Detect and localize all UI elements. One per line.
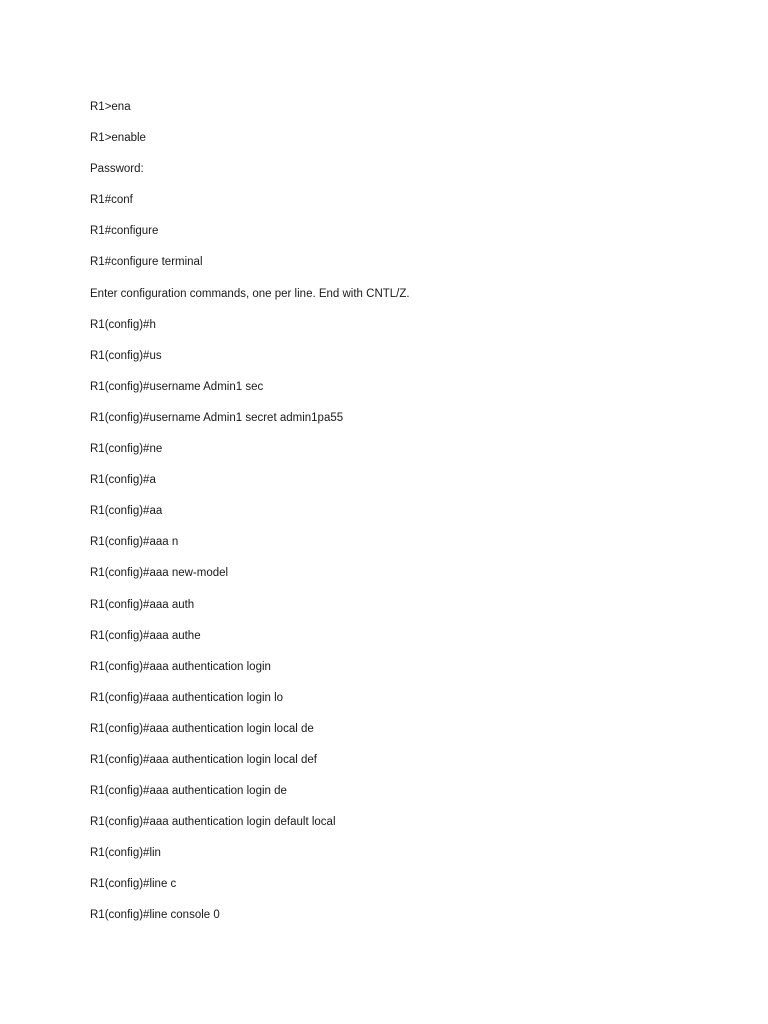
transcript-line: R1>enable bbox=[90, 132, 146, 145]
transcript-line: R1(config)#aaa authe bbox=[90, 629, 201, 642]
transcript-line: R1(config)#aaa authentication login bbox=[90, 660, 271, 673]
transcript-line: R1(config)#ne bbox=[90, 443, 163, 456]
transcript-line: R1#conf bbox=[90, 194, 133, 207]
transcript-line: R1(config)#line c bbox=[90, 878, 177, 891]
transcript-line: R1(config)#aa bbox=[90, 505, 163, 518]
transcript-line: R1(config)#aaa authentication login lo bbox=[90, 691, 284, 704]
transcript-line: Enter configuration commands, one per line. End with CNTL/Z. bbox=[90, 287, 410, 300]
transcript-line: R1(config)#a bbox=[90, 474, 156, 487]
transcript-line: R1>ena bbox=[90, 101, 131, 113]
transcript-line: R1(config)#aaa authentication login de bbox=[90, 785, 287, 798]
transcript-line: R1(config)#h bbox=[90, 318, 156, 331]
transcript-line: R1(config)#username Admin1 secret admin1pa55 bbox=[90, 411, 344, 424]
transcript-line: R1(config)#lin bbox=[90, 847, 161, 860]
transcript-line: R1(config)#line console 0 bbox=[90, 909, 220, 922]
transcript-line: R1(config)#us bbox=[90, 349, 162, 362]
transcript-line: R1(config)#aaa new-model bbox=[90, 567, 229, 580]
transcript-line: R1#configure terminal bbox=[90, 256, 203, 269]
transcript-line: R1(config)#aaa authentication login local def bbox=[90, 753, 317, 766]
transcript-line: R1(config)#aaa authentication login local de bbox=[90, 722, 314, 735]
transcript-line: R1(config)#username Admin1 sec bbox=[90, 380, 264, 393]
transcript-line: R1(config)#aaa auth bbox=[90, 598, 195, 611]
transcript-line: R1#configure bbox=[90, 225, 159, 238]
transcript-line: R1(config)#aaa n bbox=[90, 536, 179, 549]
transcript-line: Password: bbox=[90, 163, 144, 176]
transcript-line: R1(config)#aaa authentication login default local bbox=[90, 816, 336, 829]
terminal-transcript bbox=[90, 98, 710, 938]
